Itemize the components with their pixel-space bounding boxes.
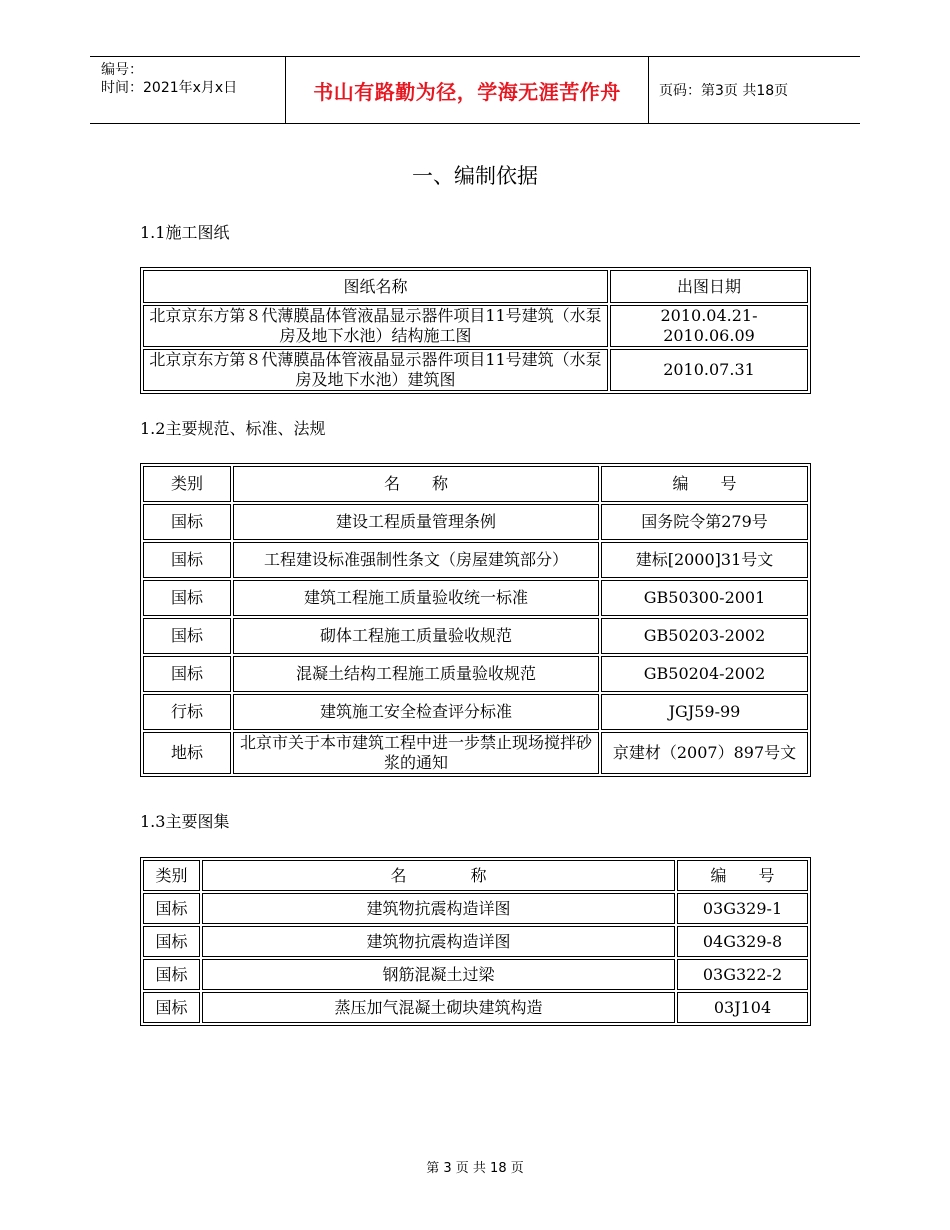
name-cell: 建筑物抗震构造详图 [202, 926, 675, 957]
document-title: 一、编制依据 [412, 164, 538, 188]
code-cell: 京建材（2007）897号文 [601, 732, 808, 774]
document-number-label: 编号： [101, 62, 143, 78]
drawing-name-cell: 北京京东方第８代薄膜晶体管液晶显示器件项目11号建筑（水泵房及地下水池）建筑图 [143, 349, 608, 391]
category-cell: 国标 [143, 542, 231, 578]
table-row [143, 732, 808, 774]
name-cell: 钢筋混凝土过梁 [202, 959, 675, 990]
name-cell: 蒸压加气混凝土砌块建筑构造 [202, 992, 675, 1023]
table-header-row [143, 270, 808, 303]
section-heading-standards: 1.2主要规范、标准、法规 [140, 419, 326, 438]
header-meta [90, 57, 285, 123]
table-header-row [143, 860, 808, 891]
column-header: 编 号 [677, 860, 808, 891]
page-footer: 第 3 页 共 18 页 [426, 1161, 524, 1176]
page-header [90, 56, 860, 124]
category-cell: 国标 [143, 580, 231, 616]
header-page-info: 页码：第3页 共18页 [659, 83, 789, 99]
name-cell: 建设工程质量管理条例 [233, 504, 599, 540]
section-heading-drawings: 1.1施工图纸 [140, 223, 230, 242]
table-row [143, 349, 808, 391]
header-motto: 书山有路勤为径，学海无涯苦作舟 [285, 57, 649, 123]
code-cell: 03J104 [677, 992, 808, 1023]
name-cell: 北京市关于本市建筑工程中进一步禁止现场搅拌砂浆的通知 [233, 732, 599, 774]
code-cell: 03G322-2 [677, 959, 808, 990]
category-cell: 国标 [143, 656, 231, 692]
table-row [143, 959, 808, 990]
category-cell: 国标 [143, 893, 200, 924]
column-header: 类别 [143, 860, 200, 891]
category-cell: 地标 [143, 732, 231, 774]
atlas-table [140, 857, 811, 1026]
code-cell: GB50300-2001 [601, 580, 808, 616]
column-header: 类别 [143, 466, 231, 502]
column-header: 名 称 [233, 466, 599, 502]
table-row [143, 542, 808, 578]
name-cell: 建筑物抗震构造详图 [202, 893, 675, 924]
category-cell: 国标 [143, 618, 231, 654]
name-cell: 混凝土结构工程施工质量验收规范 [233, 656, 599, 692]
code-cell: 04G329-8 [677, 926, 808, 957]
code-cell: GB50204-2002 [601, 656, 808, 692]
name-cell: 工程建设标准强制性条文（房屋建筑部分） [233, 542, 599, 578]
name-cell: 建筑施工安全检查评分标准 [233, 694, 599, 730]
category-cell: 国标 [143, 504, 231, 540]
category-cell: 行标 [143, 694, 231, 730]
table-row [143, 580, 808, 616]
standards-table [140, 463, 811, 777]
category-cell: 国标 [143, 959, 200, 990]
section-heading-atlases: 1.3主要图集 [140, 812, 230, 831]
category-cell: 国标 [143, 926, 200, 957]
table-row [143, 893, 808, 924]
table-row [143, 504, 808, 540]
table-row [143, 305, 808, 347]
column-header: 图纸名称 [143, 270, 608, 303]
code-cell: GB50203-2002 [601, 618, 808, 654]
category-cell: 国标 [143, 992, 200, 1023]
column-header: 出图日期 [610, 270, 808, 303]
code-cell: 建标[2000]31号文 [601, 542, 808, 578]
code-cell: JGJ59-99 [601, 694, 808, 730]
column-header: 编 号 [601, 466, 808, 502]
drawings-table [140, 267, 811, 394]
document-time-label: 时间：2021年x月x日 [101, 80, 238, 96]
code-cell: 国务院令第279号 [601, 504, 808, 540]
table-row [143, 926, 808, 957]
column-header: 名 称 [202, 860, 675, 891]
table-row [143, 618, 808, 654]
table-row [143, 656, 808, 692]
drawing-name-cell: 北京京东方第８代薄膜晶体管液晶显示器件项目11号建筑（水泵房及地下水池）结构施工图 [143, 305, 608, 347]
name-cell: 砌体工程施工质量验收规范 [233, 618, 599, 654]
name-cell: 建筑工程施工质量验收统一标准 [233, 580, 599, 616]
table-row [143, 694, 808, 730]
drawing-date-cell: 2010.07.31 [610, 349, 808, 391]
code-cell: 03G329-1 [677, 893, 808, 924]
table-header-row [143, 466, 808, 502]
drawing-date-cell: 2010.04.21-2010.06.09 [610, 305, 808, 347]
table-row [143, 992, 808, 1023]
